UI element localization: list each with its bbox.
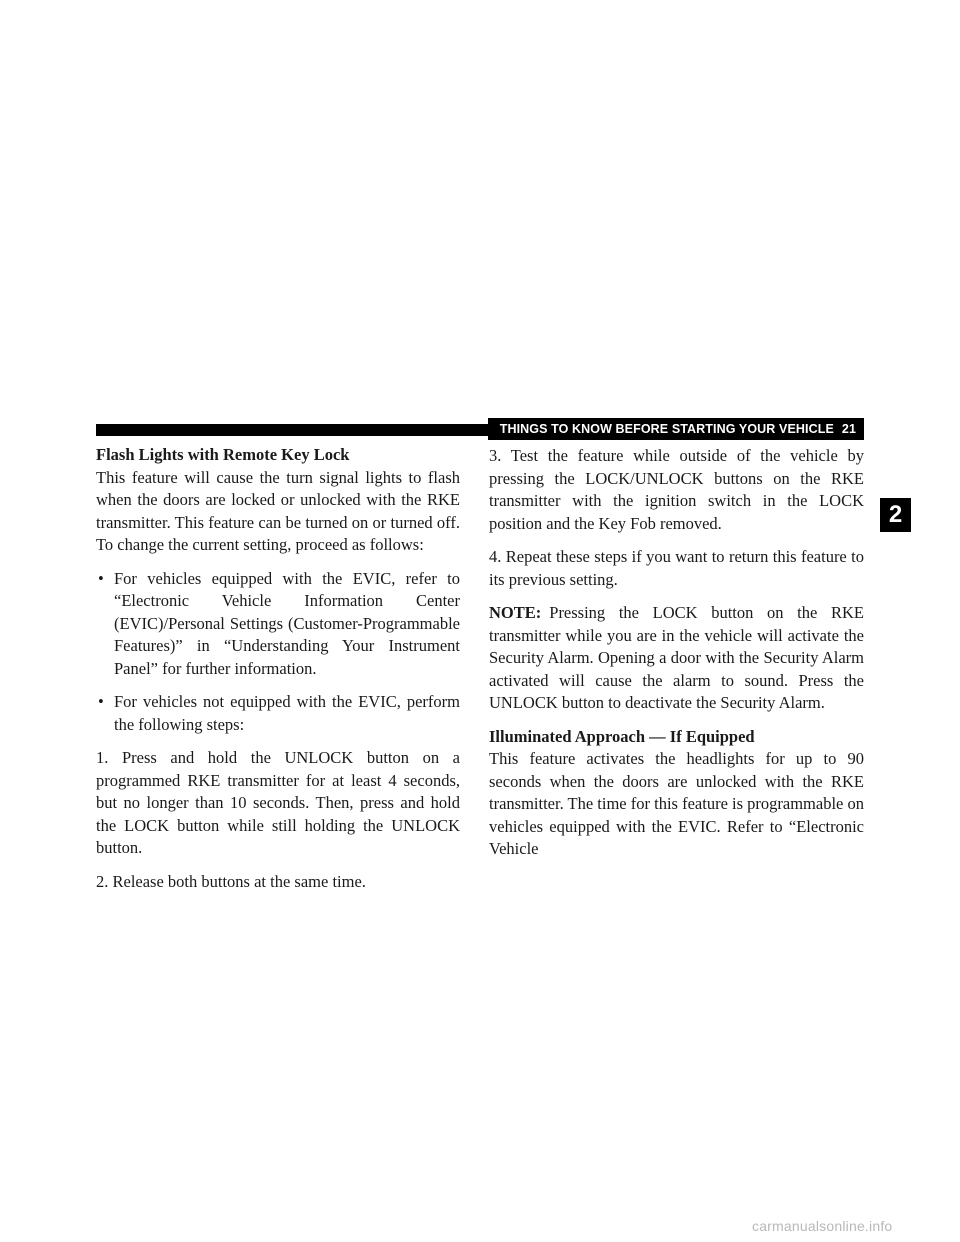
page-number: 21 bbox=[841, 422, 856, 436]
note-label: NOTE: bbox=[489, 603, 542, 622]
step-1: 1. Press and hold the UNLOCK button on a programmed RKE transmitter for at least 4 seconds, but no longer than 10 seconds. Then, press and hold the LOCK button while still holding the UNLOCK button. bbox=[96, 748, 460, 857]
header-rule bbox=[96, 424, 488, 436]
bullet-text: For vehicles not equipped with the EVIC, perform the following steps: bbox=[114, 692, 460, 734]
step-2: 2. Release both buttons at the same time. bbox=[96, 871, 366, 891]
step-4: 4. Repeat these steps if you want to return this feature to its previous setting. bbox=[489, 547, 864, 589]
illuminated-approach-paragraph: This feature activates the headlights for up to 90 seconds when the doors are unlocked with the RKE transmitter. The time for this feature is programmable on vehicles equipped with the EVIC. Refer to “Electronic Vehicle bbox=[489, 749, 864, 858]
right-column bbox=[489, 445, 864, 872]
bullet-item bbox=[96, 691, 460, 736]
section-heading-illuminated-approach: Illuminated Approach — If Equipped bbox=[489, 726, 755, 746]
bullet-dot-icon: • bbox=[98, 692, 104, 711]
watermark: carmanualsonline.info bbox=[752, 1218, 893, 1234]
intro-paragraph: This feature will cause the turn signal lights to flash when the doors are locked or unlocked with the RKE transmitter. This feature can be turned on or turned off. To change the current setting, proceed as follows: bbox=[96, 467, 460, 554]
left-column bbox=[96, 444, 460, 904]
step-3: 3. Test the feature while outside of the vehicle by pressing the LOCK/UNLOCK buttons on the RKE transmitter with the ignition switch in the LOCK position and the Key Fob removed. bbox=[489, 446, 864, 533]
bullet-text: For vehicles equipped with the EVIC, refer to “Electronic Vehicle Information Center (EVIC)/Personal Settings (Customer-Programmable Features)” in “Understanding Your Instrument Panel” for further information. bbox=[114, 568, 460, 678]
running-header bbox=[488, 418, 864, 440]
note-text: Pressing the LOCK button on the RKE transmitter while you are in the vehicle will activate the Security Alarm. Opening a door with the Security Alarm activated will cause the alarm to sound. Press the UNLOCK button to deactivate the Security Alarm. bbox=[489, 603, 864, 712]
bullet-item bbox=[96, 568, 460, 681]
bullet-dot-icon: • bbox=[98, 568, 104, 588]
section-heading-flash-lights: Flash Lights with Remote Key Lock bbox=[96, 445, 350, 464]
chapter-tab: 2 bbox=[880, 498, 911, 532]
note-paragraph bbox=[489, 602, 864, 715]
running-header-title: THINGS TO KNOW BEFORE STARTING YOUR VEHICLE bbox=[499, 422, 834, 436]
